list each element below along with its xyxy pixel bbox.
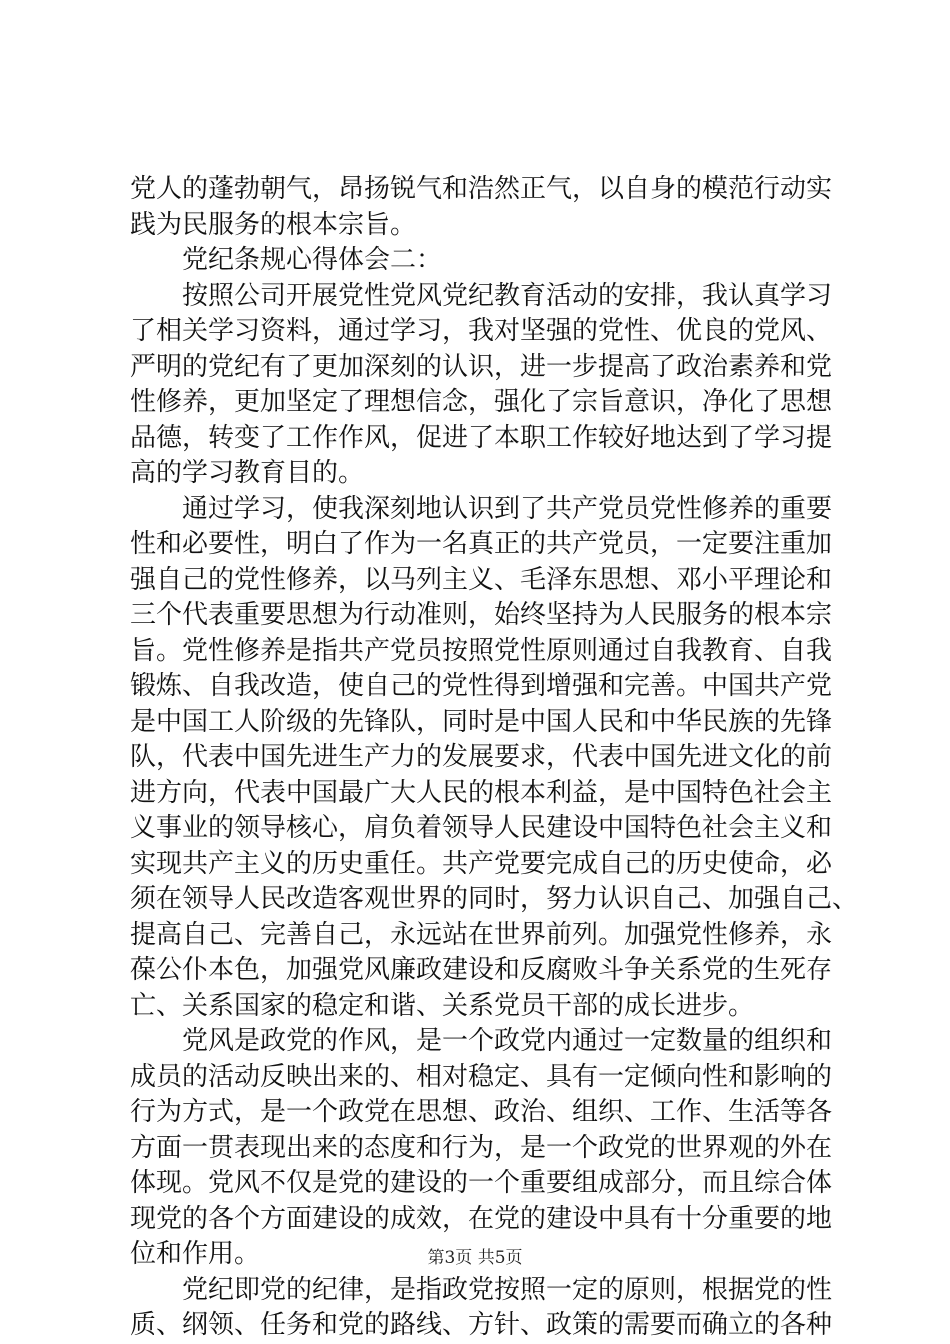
text-line: 成员的活动反映出来的、相对稳定、具有一定倾向性和影响的 bbox=[130, 1061, 833, 1092]
text-line: 进方向，代表中国最广大人民的根本利益，是中国特色社会主 bbox=[130, 777, 833, 808]
text-line: 性修养，更加坚定了理想信念，强化了宗旨意识，净化了思想 bbox=[130, 387, 833, 417]
text-line: 行为方式，是一个政党在思想、政治、组织、工作、生活等各 bbox=[130, 1097, 833, 1127]
text-line: 了相关学习资料，通过学习，我对坚强的党性、优良的党风、 bbox=[130, 316, 833, 346]
text-line: 须在领导人民改造客观世界的同时，努力认识自己、加强自己、 bbox=[130, 884, 859, 914]
text-line: 现党的各个方面建设的成效，在党的建设中具有十分重要的地 bbox=[130, 1203, 833, 1234]
text-line: 质、纲领、任务和党的路线、方针、政策的需要而确立的各种 bbox=[130, 1310, 833, 1340]
text-line: 党纪即党的纪律，是指政党按照一定的原则，根据党的性 bbox=[182, 1274, 833, 1305]
page-footer: 第3页 共5页 bbox=[427, 1248, 523, 1268]
text-line: 强自己的党性修养，以马列主义、毛泽东思想、邓小平理论和 bbox=[130, 564, 833, 595]
text-line: 党风是政党的作风，是一个政党内通过一定数量的组织和 bbox=[182, 1026, 833, 1056]
text-line: 三个代表重要思想为行动准则，始终坚持为人民服务的根本宗 bbox=[130, 600, 833, 630]
text-line: 严明的党纪有了更加深刻的认识，进一步提高了政治素养和党 bbox=[130, 351, 833, 382]
text-line: 实现共产主义的历史重任。共产党要完成自己的历史使命，必 bbox=[130, 848, 833, 879]
text-line: 亡、关系国家的稳定和谐、关系党员干部的成长进步。 bbox=[130, 990, 755, 1021]
text-line: 锻炼、自我改造，使自己的党性得到增强和完善。中国共产党 bbox=[130, 671, 833, 701]
text-line: 体现。党风不仅是党的建设的一个重要组成部分，而且综合体 bbox=[130, 1168, 833, 1198]
text-line: 性和必要性，明白了作为一名真正的共产党员，一定要注重加 bbox=[130, 529, 833, 559]
text-line: 队，代表中国先进生产力的发展要求，代表中国先进文化的前 bbox=[130, 742, 833, 772]
document-body bbox=[130, 172, 859, 1344]
text-line: 位和作用。 bbox=[130, 1239, 261, 1269]
text-line: 旨。党性修养是指共产党员按照党性原则通过自我教育、自我 bbox=[130, 635, 833, 666]
text-line: 葆公仆本色，加强党风廉政建设和反腐败斗争关系党的生死存 bbox=[130, 955, 833, 985]
text-line: 党纪条规心得体会二： bbox=[182, 245, 443, 275]
text-line: 义事业的领导核心，肩负着领导人民建设中国特色社会主义和 bbox=[130, 813, 833, 843]
text-line: 按照公司开展党性党风党纪教育活动的安排，我认真学习 bbox=[182, 280, 833, 311]
text-line: 提高自己、完善自己，永远站在世界前列。加强党性修养，永 bbox=[130, 919, 833, 950]
text-line: 方面一贯表现出来的态度和行为，是一个政党的世界观的外在 bbox=[130, 1132, 833, 1163]
text-line: 党人的蓬勃朝气，昂扬锐气和浩然正气，以自身的模范行动实 bbox=[130, 174, 833, 204]
text-line: 品德，转变了工作作风，促进了本职工作较好地达到了学习提 bbox=[130, 422, 833, 453]
text-line: 高的学习教育目的。 bbox=[130, 458, 365, 488]
text-line: 是中国工人阶级的先锋队，同时是中国人民和中华民族的先锋 bbox=[130, 706, 833, 737]
text-line: 践为民服务的根本宗旨。 bbox=[130, 209, 417, 240]
text-line: 通过学习，使我深刻地认识到了共产党员党性修养的重要 bbox=[182, 493, 833, 524]
